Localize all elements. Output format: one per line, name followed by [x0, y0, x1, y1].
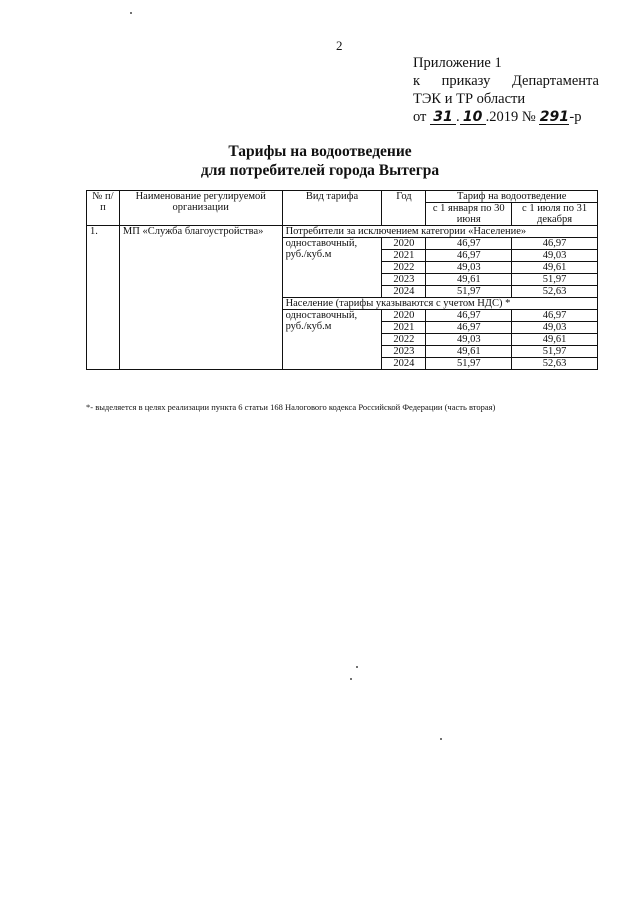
- tariff-table: [86, 190, 598, 370]
- date-prefix: от: [413, 109, 427, 125]
- tariff-value: 52,63: [512, 358, 598, 370]
- tariff-value: 49,61: [426, 346, 512, 358]
- tariff-value: 51,97: [512, 274, 598, 286]
- scan-speck: [350, 678, 352, 680]
- group2-label: Население (тарифы указываются с учетом НДС) *: [282, 298, 597, 310]
- order-number: 291: [539, 109, 569, 125]
- tariff-value: 46,97: [426, 322, 512, 334]
- tariff-value: 49,61: [512, 262, 598, 274]
- tariff-value: 52,63: [512, 286, 598, 298]
- year-cell: 2024: [382, 358, 426, 370]
- tariff-value: 51,97: [426, 286, 512, 298]
- appendix-date-line: от 31 . 10 .2019 № 291-р: [413, 109, 582, 125]
- order-suffix: -р: [569, 109, 582, 125]
- group2-tariff-type: одноставочный, руб./куб.м: [282, 310, 382, 370]
- header-period-1: с 1 января по 30 июня: [426, 203, 512, 226]
- header-tariff: Тариф на водоотведение: [426, 191, 598, 203]
- group1-tariff-type: одноставочный, руб./куб.м: [282, 238, 382, 298]
- year-cell: 2021: [382, 322, 426, 334]
- footnote: *- выделяется в целях реализации пункта 6 статьи 168 Налогового кодекса Российской Федерации (часть вторая): [86, 402, 496, 412]
- document-title: [0, 142, 640, 180]
- date-month: 10: [460, 110, 486, 125]
- group1-label: Потребители за исключением категории «Население»: [282, 226, 597, 238]
- header-year: Год: [382, 191, 426, 226]
- scan-speck: [356, 666, 358, 668]
- date-year: .2019 №: [485, 109, 536, 125]
- tariff-value: 49,03: [512, 322, 598, 334]
- appendix-prikaz: приказу: [441, 73, 491, 89]
- year-cell: 2023: [382, 274, 426, 286]
- group1-label-row: [87, 226, 598, 238]
- year-cell: 2024: [382, 286, 426, 298]
- title-line-2: для потребителей города Вытегра: [200, 162, 440, 179]
- header-org: Наименование регулируемой организации: [119, 191, 282, 226]
- year-cell: 2023: [382, 346, 426, 358]
- appendix-order-line: [413, 72, 599, 90]
- year-cell: 2022: [382, 334, 426, 346]
- appendix-department: Департамента: [511, 73, 599, 89]
- tariff-value: 46,97: [426, 238, 512, 250]
- tariff-value: 49,03: [512, 250, 598, 262]
- header-period-2: с 1 июля по 31 декабря: [512, 203, 598, 226]
- year-cell: 2020: [382, 238, 426, 250]
- tariff-value: 49,03: [426, 334, 512, 346]
- appendix-ministry: ТЭК и ТР области: [413, 91, 526, 107]
- year-cell: 2020: [382, 310, 426, 322]
- appendix-block: [413, 54, 599, 126]
- appendix-k: к: [413, 73, 421, 89]
- tariff-value: 46,97: [426, 250, 512, 262]
- row-number: 1.: [87, 226, 120, 370]
- tariff-value: 51,97: [426, 358, 512, 370]
- scan-speck: [130, 12, 132, 14]
- tariff-value: 46,97: [512, 238, 598, 250]
- header-num: № п/п: [87, 191, 120, 226]
- scan-speck: [440, 738, 442, 740]
- appendix-title: Приложение 1: [413, 55, 502, 71]
- organization-name: МП «Служба благоустройства»: [119, 226, 282, 370]
- year-cell: 2022: [382, 262, 426, 274]
- tariff-value: 46,97: [512, 310, 598, 322]
- tariff-value: 46,97: [426, 310, 512, 322]
- page-number: 2: [336, 38, 343, 53]
- tariff-value: 49,61: [512, 334, 598, 346]
- date-day: 31: [430, 110, 456, 125]
- header-type: Вид тарифа: [282, 191, 382, 226]
- tariff-value: 49,03: [426, 262, 512, 274]
- year-cell: 2021: [382, 250, 426, 262]
- tariff-value: 49,61: [426, 274, 512, 286]
- title-line-1: Тарифы на водоотведение: [228, 143, 412, 160]
- header-row: [87, 191, 598, 203]
- tariff-value: 51,97: [512, 346, 598, 358]
